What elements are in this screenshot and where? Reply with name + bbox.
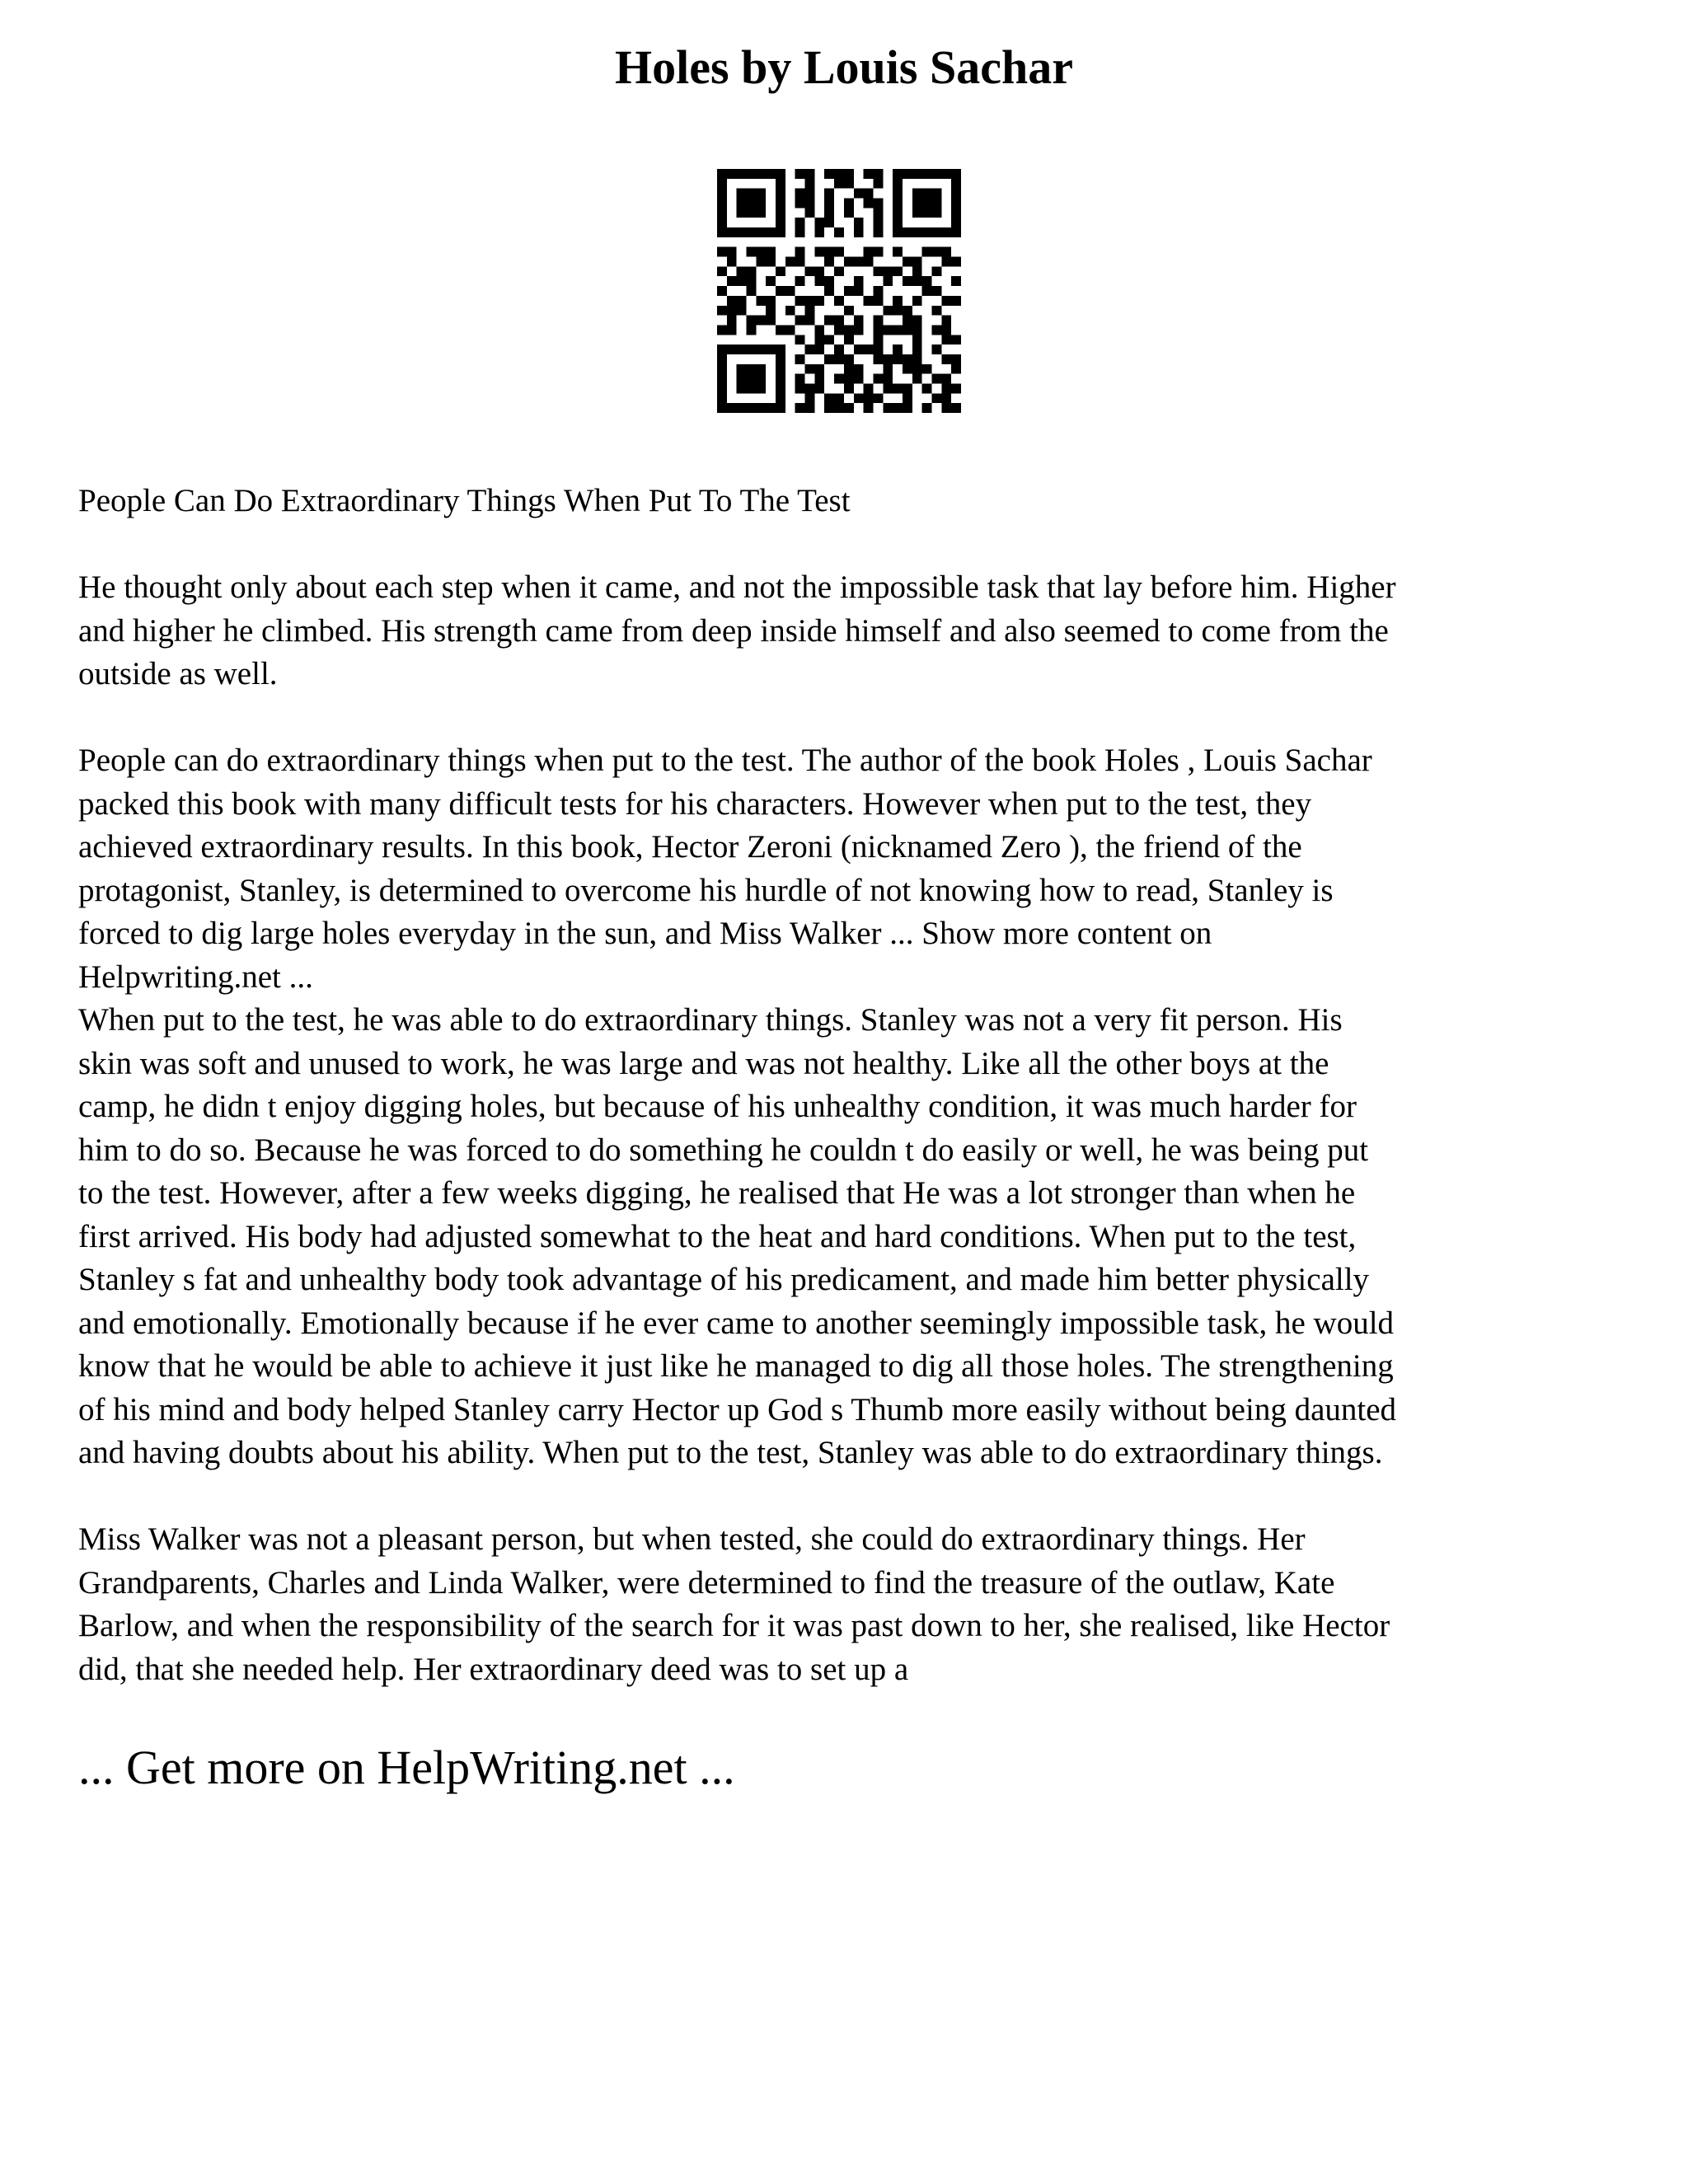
document-title: Holes by Louis Sachar bbox=[615, 40, 1073, 94]
qr-code bbox=[717, 169, 961, 413]
get-more-link[interactable]: ... Get more on HelpWriting.net ... bbox=[78, 1741, 735, 1794]
document-body bbox=[78, 480, 1628, 1691]
paragraph-2: People can do extraordinary things when put to the test. The author of the book Holes , Louis Sachar packed this book with many difficult tests for his characters. However when put to the test, they achieved extraordinary results. In this book, Hector Zeroni (nicknamed Zero ), the friend of the protagonist, Stanley, is determined to overcome his hurdle of not knowing how to read, Stanley is forced to dig large holes everyday in the sun, and Miss Walker ... Show more content on Helpwriting.net ... bbox=[78, 743, 1372, 995]
paragraph-1: He thought only about each step when it came, and not the impossible task that lay before him. Higher and higher he climbed. His strength came from deep inside himself and also seemed to come from the outside as well. bbox=[78, 569, 1396, 691]
document-heading: People Can Do Extraordinary Things When Put To The Test bbox=[78, 483, 851, 518]
paragraph-4: Miss Walker was not a pleasant person, but when tested, she could do extraordinary things. Her Grandparents, Charles and Linda Walker, were determined to find the treasure of the outlaw, Kate Barlow, and when the responsibility of the search for it was past down to her, she realised, like Hector did, that she needed help. Her extraordinary deed was to set up a bbox=[78, 1521, 1390, 1687]
paragraph-3: When put to the test, he was able to do extraordinary things. Stanley was not a very fit person. His skin was soft and unused to work, he was large and was not healthy. Like all the other boys at the camp, he didn t enjoy digging holes, but because of his unhealthy condition, it was much harder for him to do so. Because he was forced to do something he couldn t do easily or well, he was being put to the test. However, after a few weeks digging, he realised that He was a lot stronger than when he first arrived. His body had adjusted somewhat to the heat and hard conditions. When put to the test, Stanley s fat and unhealthy body took advantage of his predicament, and made him better physically and emotionally. Emotionally because if he ever came to another seemingly impossible task, he would know that he would be able to achieve it just like he managed to dig all those holes. The strengthening of his mind and body helped Stanley carry Hector up God s Thumb more easily without being daunted and having doubts about his ability. When put to the test, Stanley was able to do extraordinary things. bbox=[78, 1002, 1397, 1470]
